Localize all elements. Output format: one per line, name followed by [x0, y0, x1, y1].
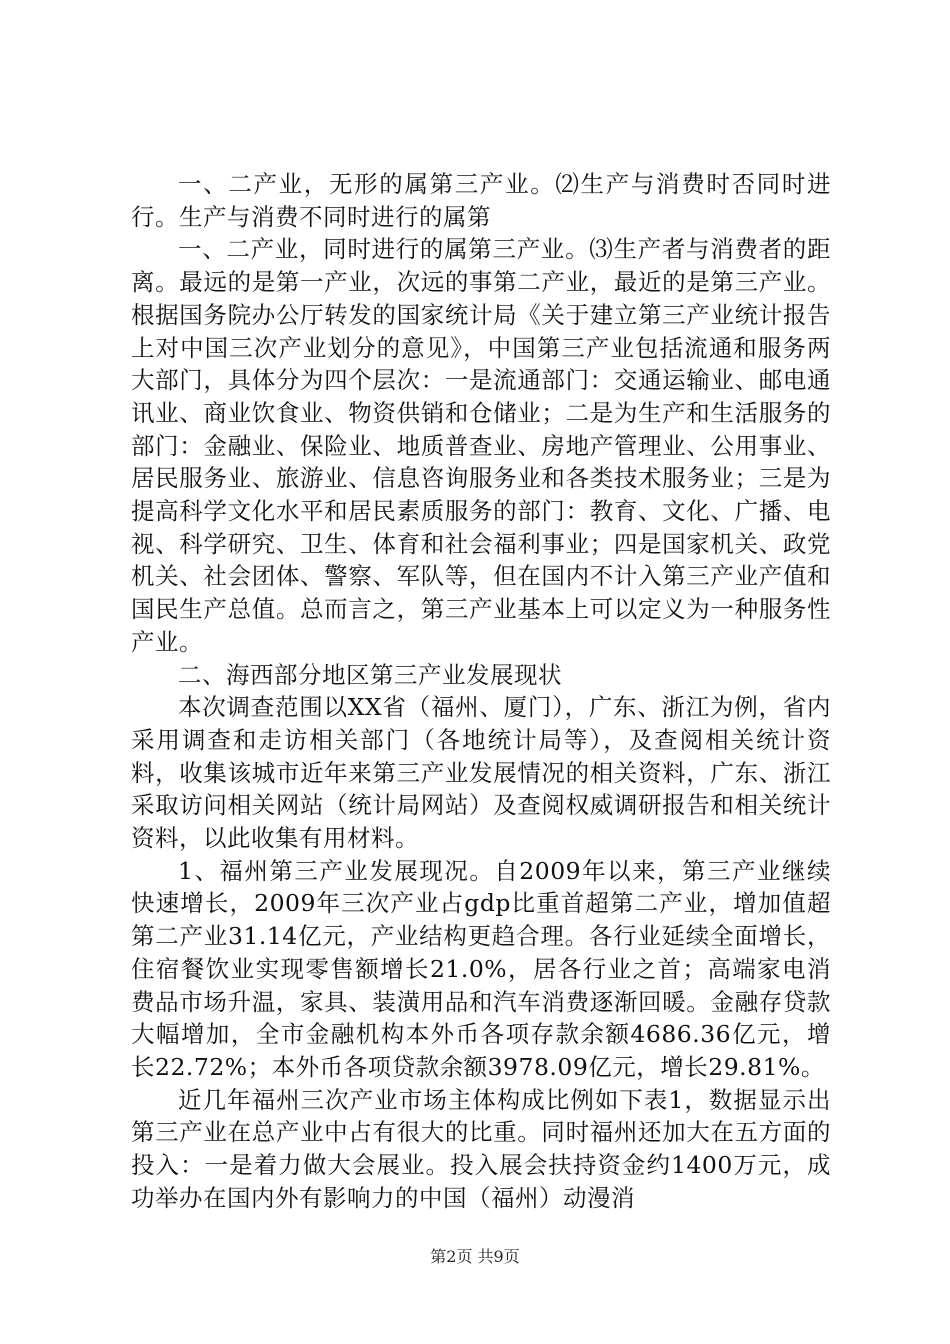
paragraph-5: 近几年福州三次产业市场主体构成比例如下表1，数据显示出第三产业在总产业中占有很大的比重。同时福州还加大在五方面的投入：一是着力做大会展业。投入展会扶持资金约1400万元，成功举办在国内外有影响力的中国（福州）动漫消: [131, 1085, 831, 1212]
page-number-footer: 第2页 共9页: [430, 1247, 520, 1266]
section-heading: 二、海西部分地区第三产业发展现状: [178, 660, 562, 689]
paragraph-2: 一、二产业，同时进行的属第三产业。⑶生产者与消费者的距离。最远的是第一产业，次远的事第二产业，最近的是第三产业。根据国务院办公厅转发的国家统计局《关于建立第三产业统计报告上对中国三次产业划分的意见》，中国第三产业包括流通和服务两大部门，具体分为四个层次：一是流通部门：交通运输业、邮电通讯业、商业饮食业、物资供销和仓储业；二是为生产和生活服务的部门：金融业、保险业、地质普查业、房地产管理业、公用事业、居民服务业、旅游业、信息咨询服务业和各类技术服务业；三是为提高科学文化水平和居民素质服务的部门：教育、文化、广播、电视、科学研究、卫生、体育和社会福利事业；四是国家机关、政党机关、社会团体、警察、军队等，但在国内不计入第三产业产值和国民生产总值。总而言之，第三产业基本上可以定义为一种服务性产业。: [131, 235, 831, 656]
document-body: [131, 168, 831, 1215]
paragraph-3: 本次调查范围以XX省（福州、厦门），广东、浙江为例，省内采用调查和走访相关部门（各地统计局等），及查阅相关统计资料，收集该城市近年来第三产业发展情况的相关资料，广东、浙江采取访问相关网站（统计局网站）及查阅权威调研报告和相关统计资料，以此收集有用材料。: [131, 693, 831, 853]
paragraph-4: 1、福州第三产业发展现况。自2009年以来，第三产业继续快速增长，2009年三次产业占gdp比重首超第二产业，增加值超第二产业31.14亿元，产业结构更趋合理。各行业延续全面增长，住宿餐饮业实现零售额增长21.0%，居各行业之首；高端家电消费品市场升温，家具、装潢用品和汽车消费逐渐回暖。金融存贷款大幅增加，全市金融机构本外币各项存款余额4686.36亿元，增长22.72%；本外币各项贷款余额3978.09亿元，增长29.81%。: [131, 856, 831, 1081]
paragraph-1: 一、二产业，无形的属第三产业。⑵生产与消费时否同时进行。生产与消费不同时进行的属第: [131, 170, 831, 231]
